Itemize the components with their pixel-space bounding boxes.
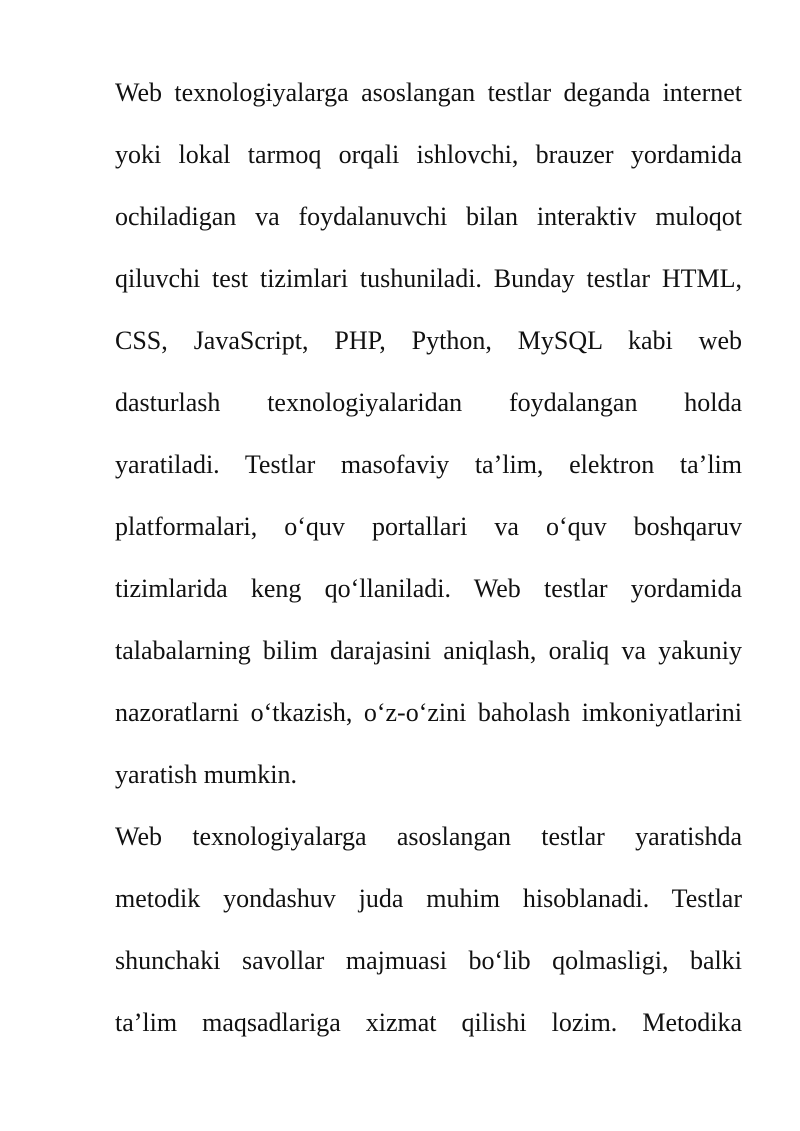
text-line: nazoratlarni o‘tkazish, o‘z-o‘zini baholash imkoniyatlarini: [115, 698, 742, 727]
text-line: metodik yondashuv juda muhim hisoblanadi. Testlar: [115, 884, 742, 913]
text-line: dasturlash texnologiyalaridan foydalangan holda: [115, 388, 742, 417]
text-line: tizimlarida keng qo‘llaniladi. Web testlar yordamida: [115, 574, 742, 603]
document-page: [115, 62, 742, 1054]
text-line: yoki lokal tarmoq orqali ishlovchi, brauzer yordamida: [115, 140, 742, 169]
text-line: Web texnologiyalarga asoslangan testlar deganda internet: [115, 78, 742, 107]
text-line: talabalarning bilim darajasini aniqlash, oraliq va yakuniy: [115, 636, 742, 665]
text-line: ochiladigan va foydalanuvchi bilan interaktiv muloqot: [115, 202, 742, 231]
text-line: yaratiladi. Testlar masofaviy ta’lim, elektron ta’lim: [115, 450, 742, 479]
text-line: platformalari, o‘quv portallari va o‘quv boshqaruv: [115, 512, 742, 541]
paragraph-1: [115, 62, 742, 806]
text-line: yaratish mumkin.: [115, 760, 297, 789]
text-line: shunchaki savollar majmuasi bo‘lib qolmasligi, balki: [115, 946, 742, 975]
text-line: ta’lim maqsadlariga xizmat qilishi lozim. Metodika: [115, 1008, 742, 1037]
paragraph-2: [115, 806, 742, 1054]
text-line: CSS, JavaScript, PHP, Python, MySQL kabi web: [115, 326, 742, 355]
text-line: Web texnologiyalarga asoslangan testlar yaratishda: [115, 822, 742, 851]
text-line: qiluvchi test tizimlari tushuniladi. Bunday testlar HTML,: [115, 264, 742, 293]
